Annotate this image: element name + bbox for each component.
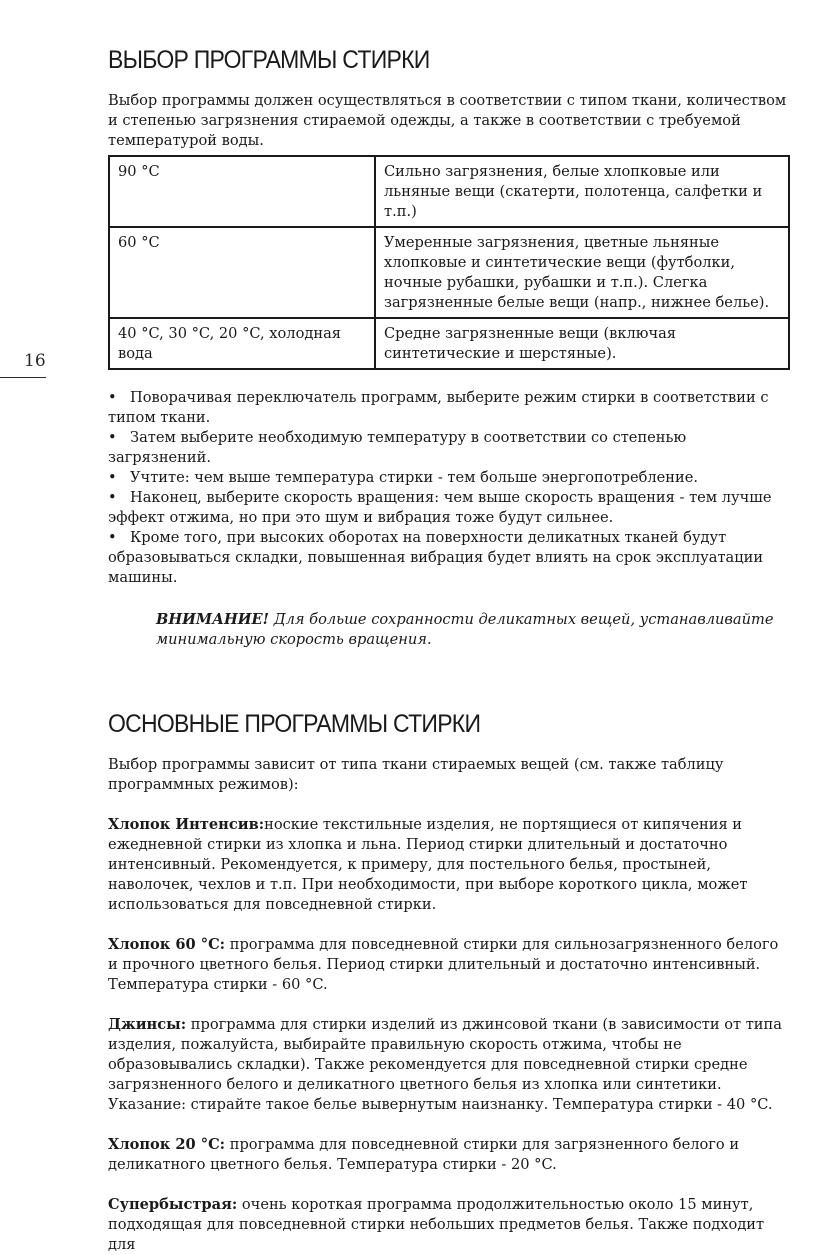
list-item bbox=[108, 468, 788, 488]
bullet-icon: • bbox=[108, 429, 117, 446]
temperature-table bbox=[108, 155, 790, 370]
program-text: программа для повседневной стирки для загрязненного белого и деликатного цветного белья. Температура стирки - 20 °C. bbox=[108, 1136, 740, 1173]
program-entry bbox=[108, 1135, 788, 1175]
program-name: Джинсы: bbox=[108, 1016, 187, 1033]
table-cell-desc: Умеренные загрязнения, цветные льняные хлопковые и синтетические вещи (футболки, ночные рубашки, рубашки и т.п.). Слегка загрязненные белые вещи (напр., нижнее белье). bbox=[375, 227, 789, 318]
program-text: программа для стирки изделий из джинсовой ткани (в зависимости от типа изделия, пожалуйста, выбирайте правильную скорость отжима, чтобы не образовывались складки). Также рекомендуется для повседневной стирки средне загрязненного белого и деликатного цветного белья из хлопка или синтетики. Указание: стирайте такое белье вывернутым наизнанку. Температура стирки - 40 °C. bbox=[108, 1016, 782, 1113]
list-item-text: Затем выберите необходимую температуру в соответствии со степенью загрязнений. bbox=[108, 429, 687, 466]
attention-text: Для больше сохранности деликатных вещей, устанавливайте минимальную скорость вращения. bbox=[156, 611, 774, 648]
list-item-text: Учтите: чем выше температура стирки - тем больше энергопотребление. bbox=[130, 469, 699, 486]
program-name: Хлопок Интенсив: bbox=[108, 816, 265, 833]
list-item bbox=[108, 528, 788, 588]
table-cell-desc: Сильно загрязнения, белые хлопковые или льняные вещи (скатерти, полотенца, салфетки и т.п.) bbox=[375, 156, 789, 227]
section1-intro: Выбор программы должен осуществляться в соответствии с типом ткани, количеством и степенью загрязнения стираемой одежды, а также в соответствии с требуемой температурой воды. bbox=[108, 92, 787, 149]
program-entry bbox=[108, 1015, 788, 1115]
program-entry bbox=[108, 815, 788, 915]
program-text: программа для повседневной стирки для сильнозагрязненного белого и прочного цветного белья. Период стирки длительный и достаточно интенсивный. Температура стирки - 60 °C. bbox=[108, 936, 779, 993]
bullet-icon: • bbox=[108, 389, 117, 406]
list-item bbox=[108, 488, 788, 528]
program-name: Хлопок 60 °C: bbox=[108, 936, 226, 953]
program-text: ноские текстильные изделия, не портящиеся от кипячения и ежедневной стирки из хлопка и льна. Период стирки длительный и достаточно интенсивный. Рекомендуется, к примеру, для постельного белья, простыней, наволочек, чехлов и т.п. При необходимости, при выборе короткого цикла, может использоваться для повседневной стирки. bbox=[108, 816, 748, 913]
list-item bbox=[108, 428, 788, 468]
table-cell-temp: 60 °C bbox=[109, 227, 375, 318]
attention-note bbox=[156, 610, 788, 650]
list-item-text: Кроме того, при высоких оборотах на поверхности деликатных тканей будут образовываться складки, повышенная вибрация будет влиять на срок эксплуатации машины. bbox=[108, 529, 764, 586]
page-content bbox=[108, 46, 788, 1255]
program-entry bbox=[108, 1195, 788, 1255]
table-row bbox=[109, 318, 789, 369]
list-item bbox=[108, 388, 788, 428]
table-row bbox=[109, 156, 789, 227]
program-text: очень короткая программа продолжительностью около 15 минут, подходящая для повседневной стирки небольших предметов белья. Также подходит для bbox=[108, 1196, 765, 1253]
bullet-icon: • bbox=[108, 489, 117, 506]
section1-title: ВЫБОР ПРОГРАММЫ СТИРКИ bbox=[108, 46, 430, 74]
page-number-rule bbox=[0, 377, 46, 378]
instruction-list bbox=[108, 388, 788, 588]
program-name: Хлопок 20 °C: bbox=[108, 1136, 226, 1153]
list-item-text: Наконец, выберите скорость вращения: чем выше скорость вращения - тем лучше эффект отжима, но при это шум и вибрация тоже будут сильнее. bbox=[108, 489, 772, 526]
table-cell-temp: 90 °C bbox=[109, 156, 375, 227]
program-name: Супербыстрая: bbox=[108, 1196, 238, 1213]
table-cell-desc: Средне загрязненные вещи (включая синтетические и шерстяные). bbox=[375, 318, 789, 369]
table-row bbox=[109, 227, 789, 318]
section2-title: ОСНОВНЫЕ ПРОГРАММЫ СТИРКИ bbox=[108, 710, 481, 738]
table-cell-temp: 40 °C, 30 °C, 20 °C, холодная вода bbox=[109, 318, 375, 369]
attention-label: ВНИМАНИЕ! bbox=[156, 611, 270, 628]
section2-intro: Выбор программы зависит от типа ткани стираемых вещей (см. также таблицу программных режимов): bbox=[108, 756, 724, 793]
page-number: 16 bbox=[24, 351, 46, 371]
program-entry bbox=[108, 935, 788, 995]
bullet-icon: • bbox=[108, 469, 117, 486]
list-item-text: Поворачивая переключатель программ, выберите режим стирки в соответствии с типом ткани. bbox=[108, 389, 769, 426]
bullet-icon: • bbox=[108, 529, 117, 546]
